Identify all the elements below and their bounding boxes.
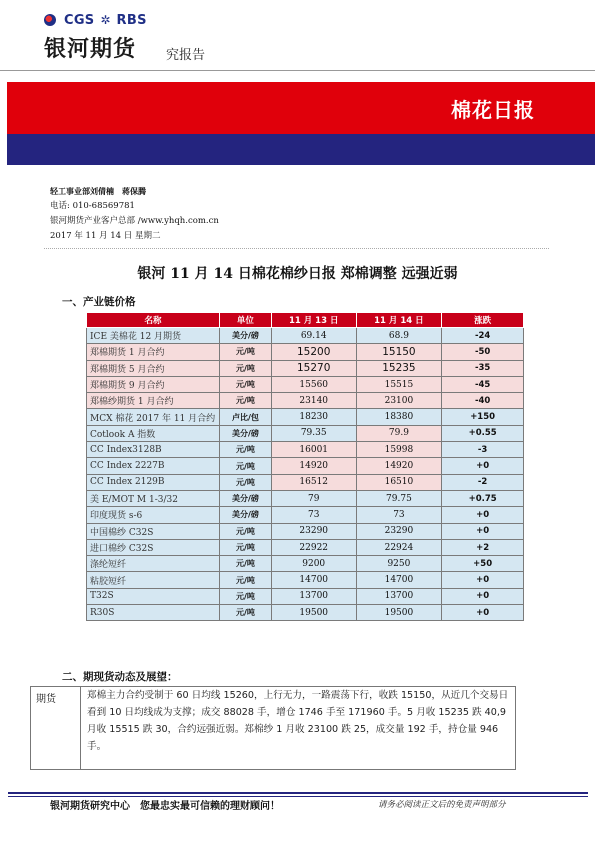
main-title: 银河 11 月 14 日棉花棉纱日报 郑棉调整 远强近弱 xyxy=(137,266,458,282)
cell-name: CC Index 2227B xyxy=(87,458,220,474)
cell-d1: 14700 xyxy=(271,572,356,588)
cell-d1: 9200 xyxy=(271,556,356,572)
table-row xyxy=(87,539,524,555)
cell-d1: 18230 xyxy=(271,409,356,425)
cell-unit: 元/吨 xyxy=(219,393,271,409)
rbs-logo-icon: ✲ xyxy=(100,13,111,27)
col-header-d2: 11 月 14 日 xyxy=(356,313,442,328)
cell-d2: 13700 xyxy=(356,588,442,604)
cell-change: +0 xyxy=(442,507,524,523)
cell-d2: 15515 xyxy=(356,376,442,392)
cell-d2: 68.9 xyxy=(356,328,442,344)
cell-d2: 18380 xyxy=(356,409,442,425)
cell-unit: 元/吨 xyxy=(219,474,271,490)
table-row xyxy=(87,458,524,474)
cell-d2: 79.9 xyxy=(356,425,442,441)
cell-unit: 元/吨 xyxy=(219,523,271,539)
futures-label: 期货 xyxy=(31,687,81,769)
cell-d2: 79.75 xyxy=(356,490,442,506)
cell-name: R30S xyxy=(87,605,220,621)
table-row xyxy=(87,344,524,360)
cell-change: -3 xyxy=(442,442,524,458)
cell-unit: 元/吨 xyxy=(219,572,271,588)
cell-name: MCX 棉花 2017 年 11 月合约 xyxy=(87,409,220,425)
logo xyxy=(44,12,147,28)
table-row xyxy=(87,588,524,604)
cell-d1: 13700 xyxy=(271,588,356,604)
cell-d2: 14920 xyxy=(356,458,442,474)
cell-change: -45 xyxy=(442,376,524,392)
price-table xyxy=(86,312,524,621)
table-row xyxy=(87,328,524,344)
cell-unit: 元/吨 xyxy=(219,458,271,474)
table-header-row xyxy=(87,313,524,328)
cell-d1: 23290 xyxy=(271,523,356,539)
cell-d1: 19500 xyxy=(271,605,356,621)
table-row xyxy=(87,409,524,425)
cell-change: +0 xyxy=(442,458,524,474)
cell-change: -50 xyxy=(442,344,524,360)
cell-name: 美 E/MOT M 1-3/32 xyxy=(87,490,220,506)
table-row xyxy=(87,393,524,409)
col-header-change: 涨跌 xyxy=(442,313,524,328)
cell-d2: 15998 xyxy=(356,442,442,458)
cell-d1: 73 xyxy=(271,507,356,523)
cell-change: -40 xyxy=(442,393,524,409)
cell-unit: 卢比/包 xyxy=(219,409,271,425)
cell-unit: 元/吨 xyxy=(219,539,271,555)
cell-change: +0 xyxy=(442,588,524,604)
cell-d2: 14700 xyxy=(356,572,442,588)
table-row xyxy=(87,490,524,506)
cell-d2: 15150 xyxy=(356,344,442,360)
cell-name: 粘胶短纤 xyxy=(87,572,220,588)
cell-unit: 元/吨 xyxy=(219,588,271,604)
table-row xyxy=(87,360,524,376)
cell-name: 印度现货 s-6 xyxy=(87,507,220,523)
cell-d1: 69.14 xyxy=(271,328,356,344)
cell-d1: 15270 xyxy=(271,360,356,376)
cell-name: 中国棉纱 C32S xyxy=(87,523,220,539)
cell-change: +0 xyxy=(442,572,524,588)
cell-name: 郑棉期货 9 月合约 xyxy=(87,376,220,392)
cell-d1: 22922 xyxy=(271,539,356,555)
cell-unit: 元/吨 xyxy=(219,605,271,621)
cell-change: +0.55 xyxy=(442,425,524,441)
cell-unit: 元/吨 xyxy=(219,376,271,392)
cell-d2: 22924 xyxy=(356,539,442,555)
table-row xyxy=(87,376,524,392)
col-header-d1: 11 月 13 日 xyxy=(271,313,356,328)
section1-title: 一、产业链价格 xyxy=(62,296,136,308)
cell-name: CC Index 2129B xyxy=(87,474,220,490)
cell-unit: 元/吨 xyxy=(219,360,271,376)
footer-disclaimer: 请务必阅读正文后的免责声明部分 xyxy=(378,800,506,810)
cell-name: 郑棉期货 5 月合约 xyxy=(87,360,220,376)
table-row xyxy=(87,474,524,490)
cell-d2: 19500 xyxy=(356,605,442,621)
cell-d1: 15200 xyxy=(271,344,356,360)
table-row xyxy=(87,425,524,441)
footer-divider xyxy=(8,792,588,794)
report-type: 究报告 xyxy=(166,48,206,63)
cell-change: +0 xyxy=(442,605,524,621)
cell-d1: 14920 xyxy=(271,458,356,474)
section2-title: 二、期现货动态及展望： xyxy=(62,671,178,683)
cell-d1: 16512 xyxy=(271,474,356,490)
cell-name: 郑棉期货 1 月合约 xyxy=(87,344,220,360)
cell-name: 涤纶短纤 xyxy=(87,556,220,572)
table-row xyxy=(87,507,524,523)
cell-unit: 美分/磅 xyxy=(219,507,271,523)
cell-d1: 23140 xyxy=(271,393,356,409)
report-date: 2017 年 11 月 14 日 星期二 xyxy=(50,231,161,241)
author-dept: 轻工事业部刘倩楠 蒋保腾 xyxy=(50,187,146,196)
cell-change: -24 xyxy=(442,328,524,344)
cgs-logo-icon xyxy=(44,14,56,26)
footer-slogan: 银河期货研究中心 您最忠实最可信赖的理财顾问！ xyxy=(50,801,280,812)
cell-unit: 元/吨 xyxy=(219,556,271,572)
cell-change: +150 xyxy=(442,409,524,425)
cell-d2: 9250 xyxy=(356,556,442,572)
cell-d1: 15560 xyxy=(271,376,356,392)
cell-change: +0 xyxy=(442,523,524,539)
banner-title: 棉花日报 xyxy=(451,98,535,122)
cell-unit: 元/吨 xyxy=(219,344,271,360)
cell-d1: 79.35 xyxy=(271,425,356,441)
futures-box xyxy=(30,686,516,770)
cell-change: +0.75 xyxy=(442,490,524,506)
banner-blue xyxy=(7,134,595,165)
cell-d1: 16001 xyxy=(271,442,356,458)
logo-cgs: CGS xyxy=(64,12,95,28)
author-web[interactable]: 银河期货产业客户总部 /www.yhqh.com.cn xyxy=(50,216,219,226)
logo-rbs: RBS xyxy=(116,12,147,28)
cell-d1: 79 xyxy=(271,490,356,506)
cell-unit: 美分/磅 xyxy=(219,328,271,344)
cell-d2: 15235 xyxy=(356,360,442,376)
cell-change: +2 xyxy=(442,539,524,555)
author-block xyxy=(50,184,219,244)
col-header-name: 名称 xyxy=(87,313,220,328)
cell-name: T32S xyxy=(87,588,220,604)
table-row xyxy=(87,605,524,621)
cell-unit: 美分/磅 xyxy=(219,490,271,506)
dotted-divider xyxy=(44,248,549,249)
cell-d2: 73 xyxy=(356,507,442,523)
futures-text: 郑棉主力合约受制于 60 日均线 15260，上行无力，一路震荡下行，收跌 15150，从近几个交易日看到 10 日均线成为支撑；成交 88028 手，增仓 1746 手至 171960 手。5 月收 15235 跌 40,9 月收 15515 跌 30，合约远强近弱。郑棉纱 1 月收 23100 跌 25，成交量 192 手，持仓量 946 手。 xyxy=(87,690,509,752)
header-divider xyxy=(0,70,595,71)
cell-unit: 元/吨 xyxy=(219,442,271,458)
cell-d2: 23100 xyxy=(356,393,442,409)
cell-d2: 23290 xyxy=(356,523,442,539)
cell-d2: 16510 xyxy=(356,474,442,490)
table-row xyxy=(87,572,524,588)
table-row xyxy=(87,556,524,572)
cell-change: -35 xyxy=(442,360,524,376)
brand-name: 银河期货 xyxy=(44,37,137,62)
cell-name: Cotlook A 指数 xyxy=(87,425,220,441)
col-header-unit: 单位 xyxy=(219,313,271,328)
table-row xyxy=(87,442,524,458)
cell-name: CC Index3128B xyxy=(87,442,220,458)
cell-unit: 美分/磅 xyxy=(219,425,271,441)
cell-change: +50 xyxy=(442,556,524,572)
cell-name: ICE 美棉花 12 月期货 xyxy=(87,328,220,344)
cell-name: 进口棉纱 C32S xyxy=(87,539,220,555)
cell-change: -2 xyxy=(442,474,524,490)
table-row xyxy=(87,523,524,539)
author-phone: 电话: 010-68569781 xyxy=(50,201,135,211)
cell-name: 郑棉纱期货 1 月合约 xyxy=(87,393,220,409)
